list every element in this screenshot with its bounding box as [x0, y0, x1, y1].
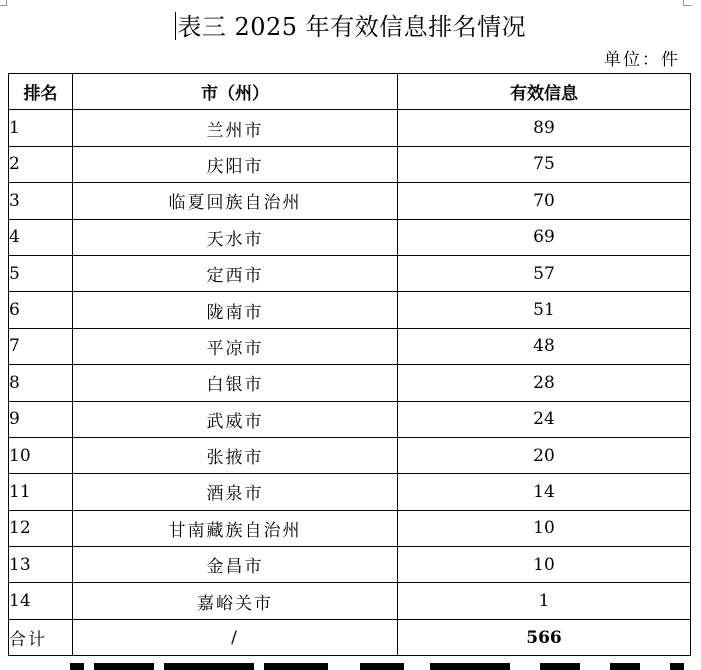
city-cell: 嘉峪关市 — [73, 583, 398, 619]
city-cell: 张掖市 — [73, 437, 398, 473]
city-cell: 武威市 — [73, 401, 398, 437]
rank-cell: 7 — [9, 328, 73, 364]
table-row — [9, 583, 691, 619]
document-title[interactable] — [0, 10, 701, 44]
table-header-row — [9, 74, 691, 110]
table-row — [9, 110, 691, 146]
table-row — [9, 547, 691, 583]
city-cell: 平凉市 — [73, 328, 398, 364]
city-cell: 庆阳市 — [73, 146, 398, 182]
rank-cell: 13 — [9, 547, 73, 583]
rank-cell: 4 — [9, 219, 73, 255]
unit-label: 单位：件 — [604, 50, 680, 70]
valid-info-cell: 51 — [398, 292, 691, 328]
city-cell: 陇南市 — [73, 292, 398, 328]
table-row — [9, 219, 691, 255]
table-row — [9, 255, 691, 291]
valid-info-cell: 10 — [398, 510, 691, 546]
table-body — [9, 110, 691, 619]
rank-cell: 5 — [9, 255, 73, 291]
table-row — [9, 146, 691, 182]
valid-info-cell: 20 — [398, 437, 691, 473]
valid-info-cell: 10 — [398, 547, 691, 583]
city-cell: 甘南藏族自治州 — [73, 510, 398, 546]
valid-info-cell: 14 — [398, 474, 691, 510]
total-city: / — [73, 619, 398, 655]
rank-cell: 6 — [9, 292, 73, 328]
city-cell: 临夏回族自治州 — [73, 183, 398, 219]
city-cell: 金昌市 — [73, 547, 398, 583]
header-city: 市（州） — [73, 74, 398, 110]
city-cell: 酒泉市 — [73, 474, 398, 510]
crop-mark-top-right — [683, 0, 692, 6]
crop-mark-top-left — [0, 0, 7, 6]
valid-info-cell: 48 — [398, 328, 691, 364]
rank-cell: 14 — [9, 583, 73, 619]
city-cell: 白银市 — [73, 365, 398, 401]
header-rank: 排名 — [9, 74, 73, 110]
table-row — [9, 292, 691, 328]
table-row — [9, 510, 691, 546]
valid-info-cell: 69 — [398, 219, 691, 255]
valid-info-cell: 1 — [398, 583, 691, 619]
city-cell: 兰州市 — [73, 110, 398, 146]
valid-info-cell: 24 — [398, 401, 691, 437]
header-valid-info: 有效信息 — [398, 74, 691, 110]
valid-info-cell: 57 — [398, 255, 691, 291]
table-row — [9, 328, 691, 364]
total-value: 566 — [398, 619, 691, 655]
valid-info-cell: 75 — [398, 146, 691, 182]
rank-cell: 11 — [9, 474, 73, 510]
city-cell: 定西市 — [73, 255, 398, 291]
next-paragraph-partial-text — [70, 659, 690, 670]
table-row — [9, 437, 691, 473]
rank-cell: 9 — [9, 401, 73, 437]
rank-cell: 1 — [9, 110, 73, 146]
document-title-text: 表三 2025 年有效信息排名情况 — [177, 13, 527, 41]
table-row — [9, 474, 691, 510]
valid-info-cell: 70 — [398, 183, 691, 219]
valid-info-cell: 89 — [398, 110, 691, 146]
table-row — [9, 401, 691, 437]
total-label: 合计 — [9, 619, 73, 655]
table-row — [9, 365, 691, 401]
rank-cell: 3 — [9, 183, 73, 219]
valid-info-cell: 28 — [398, 365, 691, 401]
rank-cell: 8 — [9, 365, 73, 401]
rank-cell: 2 — [9, 146, 73, 182]
table-total-row — [9, 619, 691, 655]
ranking-table — [8, 73, 691, 656]
rank-cell: 12 — [9, 510, 73, 546]
city-cell: 天水市 — [73, 219, 398, 255]
table-row — [9, 183, 691, 219]
rank-cell: 10 — [9, 437, 73, 473]
